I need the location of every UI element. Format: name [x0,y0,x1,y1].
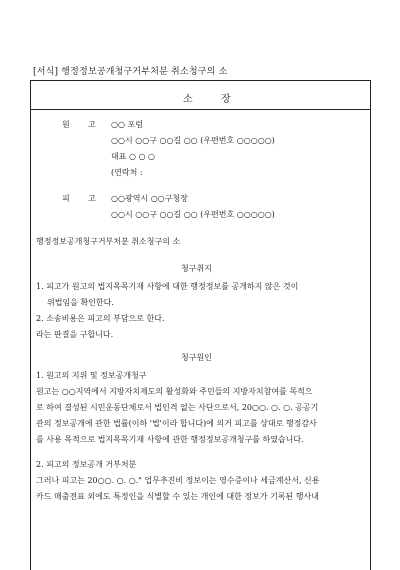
defendant-label-a: 피 [62,194,70,203]
claim-cause-section1-line2: 로 하여 결성된 시민운동단체로서 법인격 없는 사단으로서, 20○○. ○. ○. 공공기 [36,403,319,412]
claim-cause-section2-line2: 카드 매출전표 외에도 특정인을 식별할 수 있는 개인에 대한 정보가 기록된 행사내 [36,492,319,501]
form-label: [서식] 행정정보공개청구거부처분 취소청구의 소 [33,67,228,77]
plaintiff-address: ○○시 ○○구 ○○길 ○○ (우편번호 ○○○○○) [111,136,275,145]
claim-cause-section1-line4: 를 사용 목적으로 법지목목기재 사항에 관한 행정정보공개청구를 하였습니다. [36,435,304,444]
claim-cause-section1-line3: 관의 정보공개에 관한 법률(이하 '법'이라 합니다)에 의거 피고를 상대로 행정감사 [36,419,317,428]
claim-cause-heading: 청구원인 [181,353,212,362]
claim-cause-section2-title: 2. 피고의 정보공개 거부처분 [36,460,137,469]
defendant-label-b: 고 [88,194,96,203]
defendant-address: ○○시 ○○구 ○○길 ○○ (우편번호 ○○○○○) [111,210,275,219]
claim-cause-section1-line1: 원고는 ○○지역에서 지방자치제도의 활성화와 주민들의 지방자치참여를 목적으 [36,387,313,396]
claim-purpose-item1-line2: 위법임을 확인한다. [47,298,114,307]
plaintiff-label-a: 원 [62,120,70,129]
claim-cause-section2-line1: 그러나 피고는 20○○. ○. ○." 업무추진비 정보이는 영수증이나 세금계산서, 신용 [36,476,320,485]
doc-title-right: 장 [221,94,231,105]
plaintiff-label-b: 고 [88,120,96,129]
title-divider [30,109,371,110]
plaintiff-name: ○○ 포럼 [111,120,143,129]
plaintiff-representative: 대표 ○ ○ ○ [111,152,156,161]
claim-cause-section1-title: 1. 원고의 지위 및 정보공개청구 [36,371,147,380]
defendant-name: ○○광역시 ○○구청장 [111,194,188,203]
claim-purpose-heading: 청구취지 [181,264,212,273]
plaintiff-contact: (연락처 : [111,168,143,177]
claim-purpose-closing: 라는 판결을 구합니다. [36,330,114,339]
doc-title-left: 소 [183,94,193,105]
claim-purpose-item1-line1: 1. 피고가 원고의 법지목목기재 사항에 대한 행정정보를 공개하지 않은 것이 [36,282,299,291]
claim-purpose-item2: 2. 소송비용은 피고의 부담으로 한다. [36,314,165,323]
case-title: 행정정보공개청구거부처분 취소청구의 소 [36,237,181,246]
